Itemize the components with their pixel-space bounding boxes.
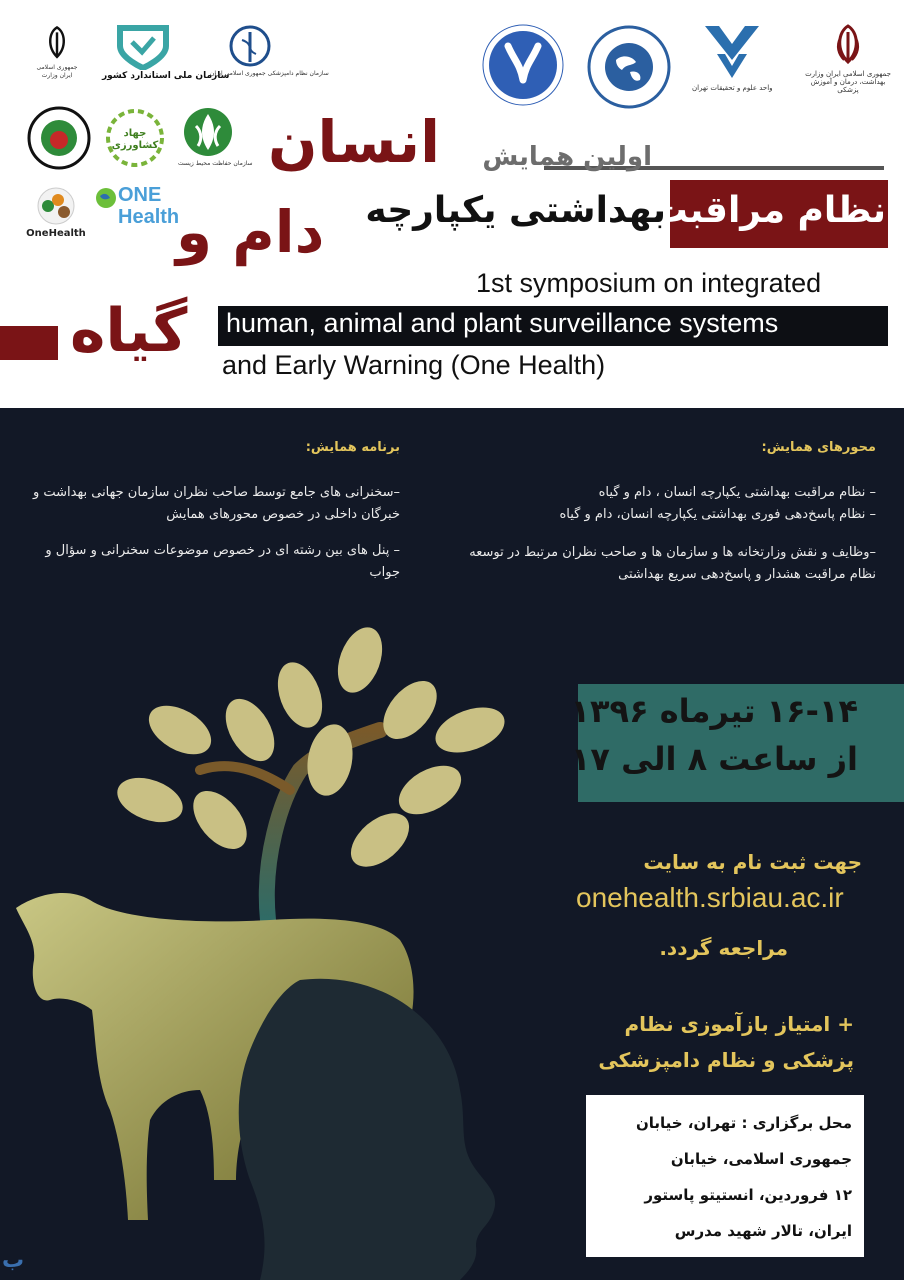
first-symposium-label: اولین همایش [482, 142, 652, 172]
english-title-line2: human, animal and plant surveillance systems [226, 308, 779, 338]
human-head-silhouette [239, 979, 495, 1280]
globe-icon [586, 24, 672, 110]
credit-line2: پزشکی و نظام دامپزشکی [598, 1048, 854, 1072]
axes-heading: محورهای همایش: [761, 440, 876, 455]
registration-url-link[interactable]: onehealth.srbiau.ac.ir [576, 882, 844, 913]
list-item: –وظایف و نقش وزارتخانه ها و سازمان ها و صاحب نظران مرتبط در توسعه نظام مراقبت هشدار و پاسخ‌دهی سریع بهداشتی [469, 545, 876, 582]
title-red-part: نظام مراقبت [651, 190, 886, 231]
credit-line1: + امتیاز بازآموزی نظام [624, 1012, 854, 1036]
word-animal: دام و [176, 198, 325, 266]
list-item: – نظام پاسخ‌دهی فوری بهداشتی یکپارچه انسان، دام و گیاه [559, 507, 876, 522]
registration-refer-text: مراجعه گردد. [659, 936, 788, 960]
logo-caption: OneHealth [26, 228, 86, 239]
iran-emblem-icon [826, 22, 870, 68]
jahad-logo [104, 108, 166, 168]
azad-university-icon [701, 20, 763, 82]
shield-check-icon [116, 24, 170, 70]
pasteur-icon [480, 20, 566, 106]
tree [111, 621, 510, 920]
list-item: – پنل های بین رشته ای در خصوص موضوعات سخنرانی و سؤال و جواب [45, 543, 400, 580]
plant-protection-logo [26, 106, 92, 170]
venue-line2: جمهوری اسلامی، خیابان [670, 1150, 852, 1168]
venue-line3: ۱۲ فروردین، انستیتو پاستور [644, 1186, 852, 1204]
venue-line1: محل برگزاری : تهران، خیابان [635, 1114, 852, 1132]
corner-logo-icon: ب [2, 1248, 25, 1273]
logo-caption: سازمان ملی استاندارد کشور [102, 71, 230, 81]
logo-caption: جمهوری اسلامی ایران وزارت [36, 64, 78, 79]
word-plant: گیاه [70, 296, 188, 366]
program-list [20, 482, 400, 598]
registration-text: جهت ثبت نام به سایت [643, 850, 862, 874]
iran-emblem-icon [39, 24, 75, 62]
onehealth-icon [34, 186, 78, 228]
time-range: از ساعت ۸ الی ۱۷ [570, 740, 858, 778]
english-title-line3: and Early Warning (One Health) [222, 350, 606, 380]
english-title-line1: 1st symposium on integrated [476, 268, 822, 298]
research-centre-logo [586, 24, 672, 110]
word-human: انسان [268, 108, 440, 176]
logo-caption: جهاد کشاورزی [111, 128, 159, 151]
one-health-artwork [0, 620, 560, 1280]
logo-caption: سازمان حفاظت محیط زیست [178, 160, 253, 167]
list-item: – نظام مراقبت بهداشتی یکپارچه انسان ، دام و گیاه [598, 485, 876, 500]
azad-university-logo [692, 20, 772, 92]
globe-small-icon [94, 186, 118, 210]
caduceus-icon [224, 24, 276, 68]
logo-caption: جمهوری اسلامی ایران وزارت بهداشت، درمان و آموزش پزشکی [805, 70, 891, 94]
date-range: ۱۶-۱۴ تیرماه ۱۳۹۶ [570, 692, 858, 730]
environment-icon [182, 106, 234, 158]
onehealth-small-logo [26, 186, 86, 238]
plant-protection-icon [27, 106, 91, 170]
environment-org-logo [178, 106, 253, 168]
iran-health-ministry-logo [800, 22, 896, 94]
title-black-part: بهداشتی یکپارچه [365, 190, 666, 231]
iran-ministry-small-logo [30, 24, 84, 80]
pasteur-institute-logo [480, 20, 566, 106]
national-org-logo [102, 24, 230, 81]
program-heading: برنامه همایش: [305, 440, 400, 455]
axes-list [446, 482, 876, 600]
one-health-logo [92, 184, 180, 228]
logo-caption: سازمان نظام دامپزشکی جمهوری اسلامی ایران [210, 70, 329, 77]
vet-org-logo [210, 24, 329, 78]
list-item: –سخنرانی های جامع توسط صاحب نظران سازمان جهانی بهداشت و خبرگان داخلی در خصوص محورهای همایش [32, 485, 400, 522]
one-health-wordmark: ONE Health [118, 184, 180, 228]
left-accent-bar [0, 326, 58, 360]
logo-caption: واحد علوم و تحقیقات تهران [692, 84, 773, 92]
venue-line4: ایران، تالار شهید مدرس [674, 1222, 852, 1240]
